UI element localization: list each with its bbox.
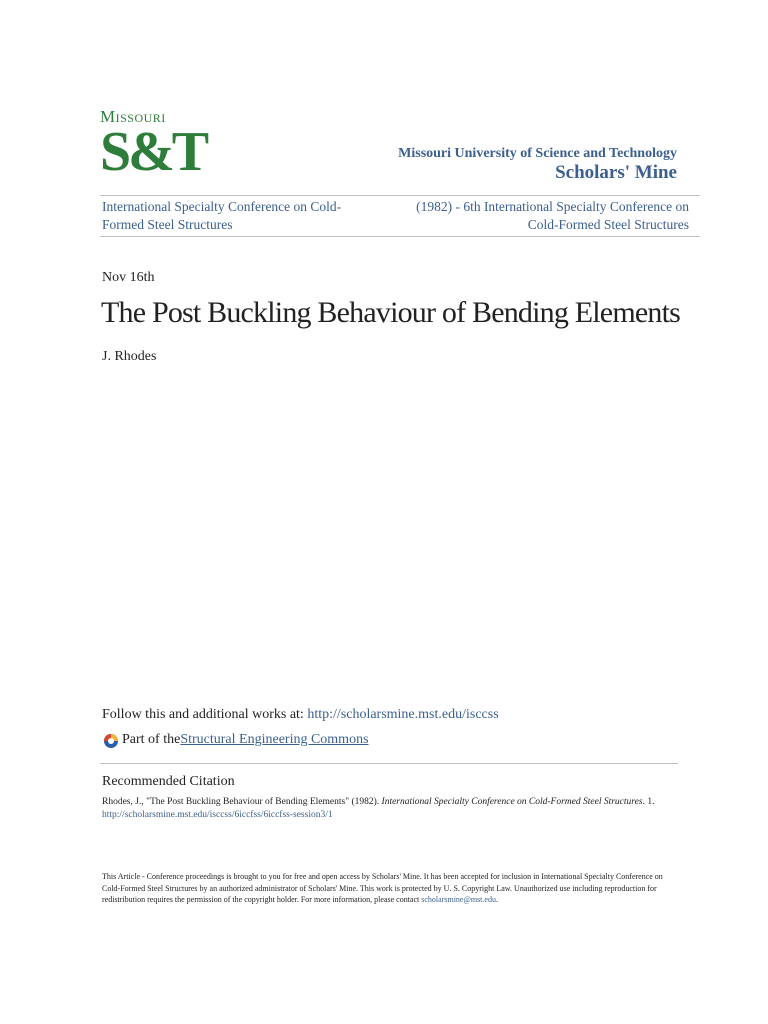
follow-prefix: Follow this and additional works at: [102,707,308,722]
missouri-st-logo [100,107,207,183]
commons-line [102,731,369,749]
conference-link[interactable]: International Specialty Conference on Cold-Formed Steel Structures [102,199,342,232]
notice-text: This Article - Conference proceedings is brought to you for free and open access by Scholars' Mine. It has been accepted for inclusion in International Specialty Conference on Cold-Formed Steel Structures by an authorized administrator of Scholars' Mine. This work is protected by U. S. Copyright Law. Unauthorized use including reproduction for redistribution requires the permission of the copyright holder. For more information, please contact [102,872,663,904]
citation-end: . 1. [642,797,655,807]
notice-end: . [495,895,498,904]
citation-text: Rhodes, J., "The Post Buckling Behaviour of Bending Elements" (1982). [102,797,382,807]
citation-venue: International Specialty Conference on Cold-Formed Steel Structures [381,797,643,807]
article-title: The Post Buckling Behaviour of Bending Elements [101,296,680,329]
divider-bottom [100,236,700,237]
article-author: J. Rhodes [102,349,157,364]
logo-missouri-text: Missouri [100,107,166,126]
citation-block [102,796,662,822]
access-notice [102,871,674,906]
divider-top [100,195,700,196]
citation-heading: Recommended Citation [102,774,235,789]
logo-st-text: S&T [100,121,207,183]
follow-line [102,707,499,723]
divider-citation [100,763,678,764]
follow-url-link[interactable]: http://scholarsmine.mst.edu/isccss [307,707,499,722]
article-date: Nov 16th [102,270,155,285]
session-link[interactable]: (1982) - 6th International Specialty Conference on Cold-Formed Steel Structures [416,199,689,232]
structural-engineering-commons-link[interactable]: Structural Engineering Commons [180,732,369,747]
university-name[interactable]: Missouri University of Science and Technology [398,146,677,161]
commons-prefix: Part of the [122,732,181,747]
bepress-commons-icon [102,731,120,749]
citation-url-link[interactable]: http://scholarsmine.mst.edu/isccss/6iccfss/6iccfss-session3/1 [102,810,333,820]
contact-email-link[interactable]: scholarsmine@mst.edu [421,895,496,904]
repository-name[interactable]: Scholars' Mine [555,162,677,183]
